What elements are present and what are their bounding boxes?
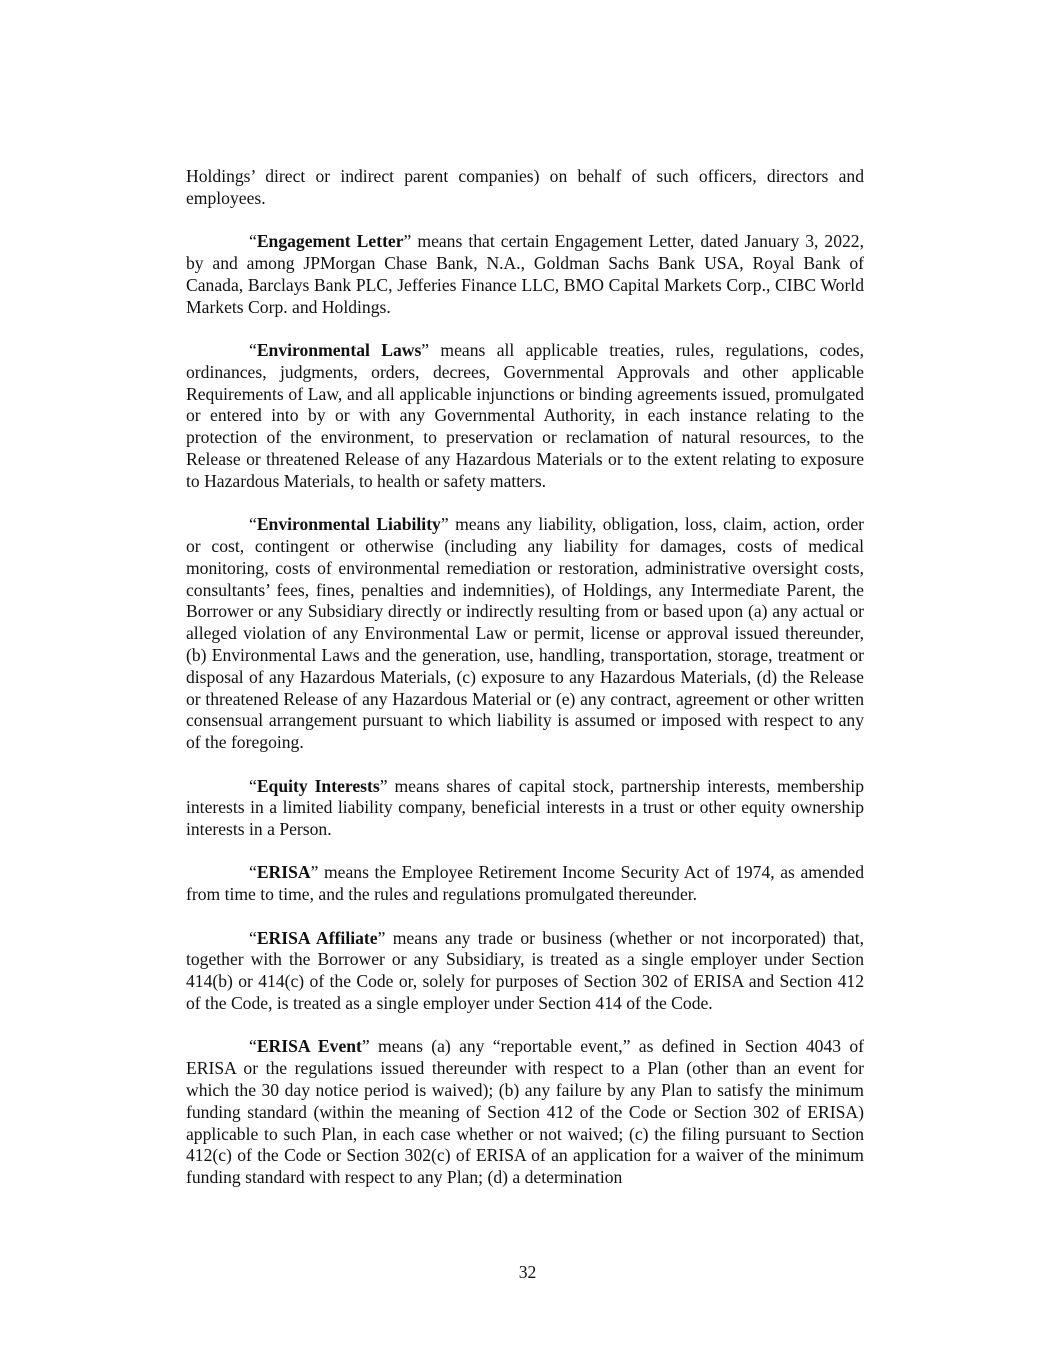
defined-term: ERISA Affiliate bbox=[256, 927, 378, 948]
close-quote: ” bbox=[403, 231, 412, 252]
open-quote: “ bbox=[249, 339, 257, 360]
definition-text: means any liability, obligation, loss, claim, action, order or cost, contingent or otherwise (including any liability for damages, costs of medical monitoring, costs of environmental remediation or restoration, administrative oversight costs, consultants’ fees, fines, penalties and indemnities), of Holdings, any Intermediate Parent, the Borrower or any Subsidiary directly or indirectly resulting from or based upon (a) any actual or alleged violation of any Environmental Law or permit, license or approval issued thereunder, (b) Environmental Laws and the generation, use, handling, transportation, storage, treatment or disposal of any Hazardous Materials, (c) exposure to any Hazardous Materials, (d) the Release or threatened Release of any Hazardous Material or (e) any contract, agreement or other written consensual arrangement pursuant to which liability is assumed or imposed with respect to any of the foregoing. bbox=[186, 514, 865, 753]
definition-erisa-event bbox=[186, 1036, 864, 1189]
open-quote: “ bbox=[249, 1036, 257, 1057]
page-number: 32 bbox=[518, 1262, 537, 1282]
close-quote: ” bbox=[421, 339, 430, 360]
definition-text: means all applicable treaties, rules, regulations, codes, ordinances, judgments, orders, decrees, Governmental Approvals and other applicable Requirements of Law, and all applicable injunctions or binding agreements issued, promulgated or entered into by or with any Governmental Authority, in each instance relating to the protection of the environment, to preservation or reclamation of natural resources, to the Release or threatened Release of any Hazardous Materials or to the extent relating to exposure to Hazardous Materials, to health or safety matters. bbox=[186, 339, 864, 491]
open-quote: “ bbox=[249, 231, 257, 252]
definition-text: means the Employee Retirement Income Security Act of 1974, as amended from time to time, and the rules and regulations promulgated thereunder. bbox=[186, 862, 864, 905]
defined-term: Environmental Laws bbox=[256, 339, 422, 360]
definition-text: means any trade or business (whether or not incorporated) that, together with the Borrower or any Subsidiary, is treated as a single employer under Section 414(b) or 414(c) of the Code or, solely for purposes of Section 302 of ERISA and Section 412 of the Code, is treated as a single employer under Section 414 of the Code. bbox=[186, 927, 864, 1014]
definition-erisa bbox=[186, 862, 864, 906]
defined-term: ERISA bbox=[256, 862, 311, 883]
defined-term: Engagement Letter bbox=[256, 231, 404, 252]
open-quote: “ bbox=[249, 862, 257, 883]
defined-term: Equity Interests bbox=[256, 775, 380, 796]
close-quote: ” bbox=[377, 927, 386, 948]
definition-text: means (a) any “reportable event,” as defined in Section 4043 of ERISA or the regulations issued thereunder with respect to a Plan (other than an event for which the 30 day notice period is waived); (b) any failure by any Plan to satisfy the minimum funding standard (within the meaning of Section 412 of the Code or Section 302 of ERISA) applicable to such Plan, in each case whether or not waived; (c) the filing pursuant to Section 412(c) of the Code or Section 302(c) of ERISA of an application for a waiver of the minimum funding standard with respect to any Plan; (d) a determination bbox=[186, 1036, 864, 1188]
open-quote: “ bbox=[249, 927, 257, 948]
definition-engagement-letter bbox=[186, 231, 864, 318]
definition-erisa-affiliate bbox=[186, 928, 864, 1015]
definition-equity-interests bbox=[186, 776, 864, 841]
definition-environmental-liability bbox=[186, 514, 864, 754]
document-page bbox=[186, 166, 864, 1211]
definition-text: means shares of capital stock, partnership interests, membership interests in a limited liability company, beneficial interests in a trust or other equity ownership interests in a Person. bbox=[186, 775, 864, 840]
definition-environmental-laws bbox=[186, 340, 864, 493]
defined-term: ERISA Event bbox=[256, 1036, 362, 1057]
defined-term: Environmental Liability bbox=[256, 514, 441, 535]
close-quote: ” bbox=[440, 514, 449, 535]
continuation-paragraph: Holdings’ direct or indirect parent companies) on behalf of such officers, directors and employees. bbox=[186, 166, 864, 208]
close-quote: ” bbox=[310, 862, 319, 883]
close-quote: ” bbox=[379, 775, 388, 796]
open-quote: “ bbox=[249, 514, 257, 535]
close-quote: ” bbox=[361, 1036, 370, 1057]
open-quote: “ bbox=[249, 775, 257, 796]
definition-text: means that certain Engagement Letter, dated January 3, 2022, by and among JPMorgan Chase Bank, N.A., Goldman Sachs Bank USA, Royal Bank of Canada, Barclays Bank PLC, Jefferies Finance LLC, BMO Capital Markets Corp., CIBC World Markets Corp. and Holdings. bbox=[186, 231, 864, 317]
